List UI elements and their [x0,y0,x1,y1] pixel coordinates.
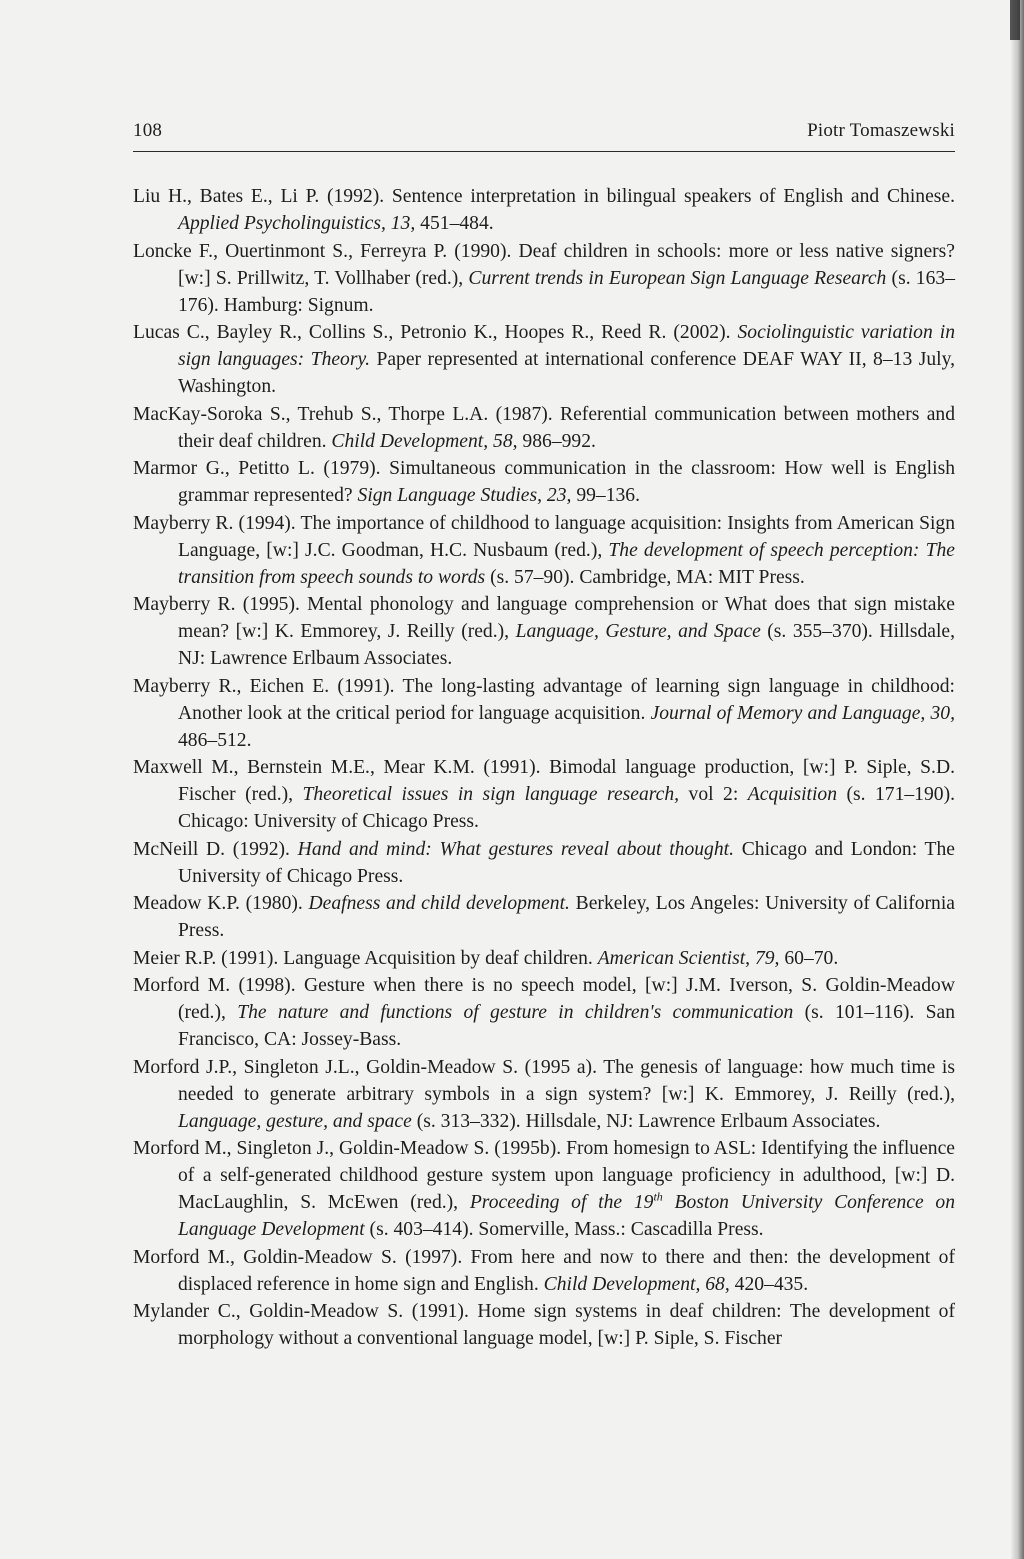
reference-superscript-wrap [653,1189,662,1203]
reference-text: 420–435. [729,1273,809,1295]
reference-text: Mayberry R., Eichen E. (1991). The long-lasting advantage of learning sign language in childhood: Another look at the critical period for language acquisition. [133,675,955,724]
reference-italic-title: Current trends in European Sign Language Research [468,267,887,289]
reference-text: Paper represented at international conference DEAF WAY II, 8–13 July, Washington. [178,349,955,397]
reference-entry [133,1244,955,1298]
reference-text: vol 2: [679,784,748,805]
reference-text: (s. 403–414). Somerville, Mass.: Cascadilla Press. [364,1219,764,1240]
reference-text: (s. 101–116). San Francisco, CA: Jossey-Bass. [178,1002,955,1050]
reference-entry [133,972,955,1053]
reference-italic-title: Child Development, 68, [543,1273,730,1295]
reference-text: Mayberry R. (1994). The importance of childhood to language acquisition: Insights from American Sign Language, [w:] J.C. Goodman, H.C. Nusbaum (red.), [133,512,955,561]
reference-text: (s. 57–90). Cambridge, MA: MIT Press. [485,566,805,588]
reference-entry [133,455,955,509]
reference-text: Morford J.P., Singleton J.L., Goldin-Meadow S. (1995 a). The genesis of language: how much time is needed to generate arbitrary symbols in a sign system? [w:] K. Emmorey, J. Reilly (red.), [133,1056,955,1105]
reference-italic-title: Sign Language Studies, 23, [357,485,572,506]
reference-text: Morford M., Singleton J., Goldin-Meadow S. (1995b). From homesign to ASL: Identifying the influence of a self-generated childhood gesture system upon language proficiency in adulthood, [w:] D. MacLaughlin, S. McEwen (red.), [133,1138,955,1213]
reference-italic-title: Theoretical issues in sign language research, [302,784,680,805]
reference-entry [133,1054,955,1135]
reference-entry [133,1298,955,1352]
reference-text: Meier R.P. (1991). Language Acquisition by deaf children. [133,947,598,969]
reference-text: Morford M., Goldin-Meadow S. (1997). From here and now to there and then: the development of displaced reference in home sign and English. [133,1246,955,1295]
reference-text: Liu H., Bates E., Li P. (1992). Sentence interpretation in bilingual speakers of English and Chinese. [133,186,955,207]
reference-text: 99–136. [571,485,640,506]
reference-text: (s. 171–190). Chicago: University of Chicago Press. [178,784,955,832]
reference-entry [133,890,955,944]
reference-italic-title: Child Development, 58, [331,430,518,452]
reference-italic-title: The nature and functions of gesture in children's communication [237,1002,794,1023]
reference-italic-title: Journal of Memory and Language, 30, [650,702,955,724]
running-head-author: Piotr Tomaszewski [807,120,955,141]
reference-italic-title: Language, gesture, and space [178,1110,412,1132]
reference-entry [133,401,955,455]
reference-text: Chicago and London: The University of Chicago Press. [178,838,955,887]
reference-italic-title: Hand and mind: What gestures reveal about thought. [297,838,734,860]
reference-text: Loncke F., Ouertinmont S., Ferreyra P. (1990). Deaf children in schools: more or less native signers? [w:] S. Prillwitz, T. Vollhaber (red.), [133,240,955,289]
reference-text: Morford M. (1998). Gesture when there is no speech model, [w:] J.M. Iverson, S. Goldin-Meadow (red.), [133,975,955,1023]
running-header [133,120,955,142]
reference-text: 451–484. [415,213,494,234]
header-rule [133,151,955,152]
reference-entry [133,754,955,835]
reference-entry [133,673,955,754]
reference-text: 986–992. [517,430,596,452]
reference-text: MacKay-Soroka S., Trehub S., Thorpe L.A. (1987). Referential communication between mothers and their deaf children. [133,403,955,452]
reference-text: (s. 313–332). Hillsdale, NJ: Lawrence Erlbaum Associates. [411,1110,881,1132]
reference-entry [133,945,955,972]
reference-italic-title: Deafness and child development. [308,893,570,914]
reference-text: Mayberry R. (1995). Mental phonology and language comprehension or What does that sign mistake mean? [w:] K. Emmorey, J. Reilly (red.), [133,594,955,642]
reference-italic-title: Proceeding of the 19 [469,1192,654,1213]
reference-entry [133,183,955,237]
reference-text: (s. 163–176). Hamburg: Signum. [178,267,955,316]
reference-text: 60–70. [779,947,839,969]
reference-text: Meadow K.P. (1980). [133,893,309,914]
reference-entry [133,510,955,591]
reference-entry [133,591,955,672]
reference-superscript: th [653,1189,663,1204]
reference-italic-title: Sociolinguistic variation in sign languages: Theory. [178,322,955,370]
reference-text: McNeill D. (1992). [133,838,298,860]
reference-entry [133,836,955,890]
reference-text: Marmor G., Petitto L. (1979). Simultaneous communication in the classroom: How well is English grammar represented? [133,458,955,506]
reference-italic-title: Acquisition [747,784,838,805]
page-edge-shadow [1010,0,1024,1559]
reference-text: Berkeley, Los Angeles: University of California Press. [178,893,955,941]
reference-text: 486–512. [178,729,252,751]
reference-italic-title: Language, Gesture, and Space [515,621,761,642]
reference-text: Lucas C., Bayley R., Collins S., Petronio K., Hoopes R., Reed R. (2002). [133,322,738,343]
reference-italic-title: The development of speech perception: The transition from speech sounds to words [178,539,955,588]
reference-text: (s. 355–370). Hillsdale, NJ: Lawrence Erlbaum Associates. [178,621,955,669]
reference-text: Mylander C., Goldin-Meadow S. (1991). Home sign systems in deaf children: The development of morphology without a conventional language model, [w:] P. Siple, S. Fischer [133,1301,955,1349]
reference-entry [133,238,955,319]
reference-list [133,183,955,1353]
reference-italic-title: Boston University Conference on Language Development [178,1192,955,1240]
reference-italic-title: American Scientist, 79, [597,947,780,969]
page-number: 108 [133,120,163,141]
reference-text: Maxwell M., Bernstein M.E., Mear K.M. (1991). Bimodal language production, [w:] P. Siple, S.D. Fischer (red.), [133,757,955,805]
reference-italic-title: Applied Psycholinguistics, 13, [178,213,416,234]
reference-entry [133,319,955,400]
reference-entry [133,1135,955,1243]
